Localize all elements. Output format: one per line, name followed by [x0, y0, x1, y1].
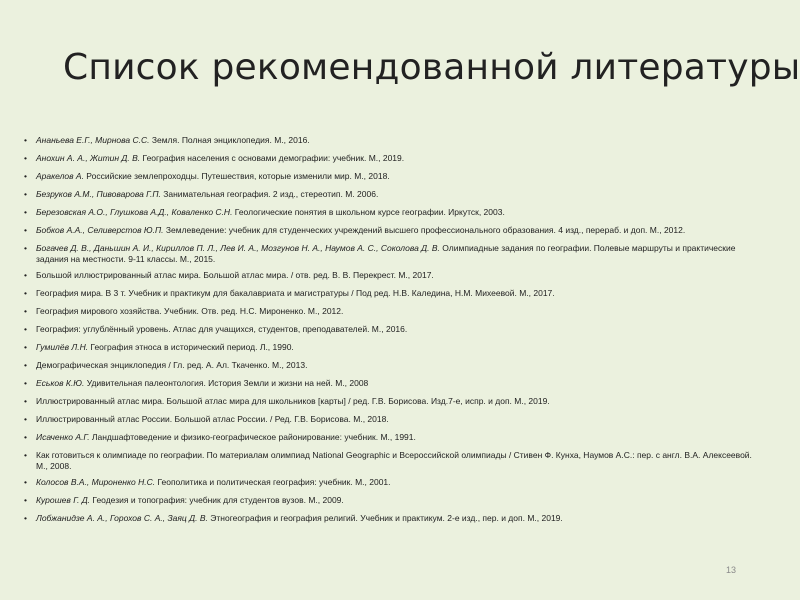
list-item [24, 432, 764, 443]
reference-author: Еськов К.Ю. [36, 378, 85, 388]
reference-author: Богачев Д. В., Даньшин А. И., Кириллов П. Л., Лев И. А., Мозгунов Н. А., Наумов А. С., Соколова Д. В. [36, 243, 440, 253]
list-item [24, 396, 764, 407]
reference-text: География этноса в исторический период. Л., 1990. [88, 342, 294, 352]
reference-text: Демографическая энциклопедия / Гл. ред. А. Ал. Ткаченко. М., 2013. [36, 360, 308, 370]
reference-author: Березовская А.О., Глушкова А.Д., Коваленко С.Н. [36, 207, 233, 217]
reference-text: География: углублённый уровень. Атлас для учащихся, студентов, преподавателей. М., 2016. [36, 324, 408, 334]
list-item [24, 207, 764, 218]
reference-text: Большой иллюстрированный атлас мира. Большой атлас мира. / отв. ред. В. В. Перекрест. М., 2017. [36, 270, 434, 280]
list-item [24, 342, 764, 353]
list-item [24, 450, 764, 471]
reference-author: Колосов В.А., Мироненко Н.С. [36, 477, 156, 487]
list-item [24, 495, 764, 506]
list-item [24, 153, 764, 164]
bullet-icon: • [24, 189, 27, 199]
list-item [24, 135, 764, 146]
bullet-icon: • [24, 432, 27, 442]
bullet-icon: • [24, 396, 27, 406]
reference-text: Этногеография и география религий. Учебник и практикум. 2-е изд., пер. и доп. М., 2019. [207, 513, 563, 523]
bullet-icon: • [24, 135, 27, 145]
list-item [24, 324, 764, 335]
reference-text: География населения с основами демографии: учебник. М., 2019. [140, 153, 405, 163]
list-item [24, 189, 764, 200]
bullet-icon: • [24, 288, 27, 298]
reference-list [24, 135, 764, 531]
reference-text: Землеведение: учебник для студенческих учреждений высшего профессионального образования. 4 изд., перераб. и доп. М., 2012. [163, 225, 686, 235]
reference-author: Исаченко А.Г. [36, 432, 90, 442]
reference-text: Геологические понятия в школьном курсе географии. Иркутск, 2003. [232, 207, 505, 217]
bullet-icon: • [24, 450, 27, 460]
reference-text: Геодезия и топография: учебник для студентов вузов. М., 2009. [90, 495, 344, 505]
list-item [24, 288, 764, 299]
bullet-icon: • [24, 306, 27, 316]
reference-author: Аракелов А. [36, 171, 84, 181]
reference-text: Иллюстрированный атлас мира. Большой атлас мира для школьников [карты] / ред. Г.В. Борисова. Изд.7-е, испр. и доп. М., 2019. [36, 396, 550, 406]
reference-text: Геополитика и политическая география: учебник. М., 2001. [155, 477, 391, 487]
list-item [24, 270, 764, 281]
reference-author: Гумилёв Л.Н. [36, 342, 89, 352]
list-item [24, 360, 764, 371]
bullet-icon: • [24, 477, 27, 487]
reference-text: Ландшафтоведение и физико-географическое районирование: учебник. М., 1991. [89, 432, 416, 442]
reference-author: Курошев Г. Д. [36, 495, 91, 505]
list-item [24, 171, 764, 182]
reference-text: География мира. В 3 т. Учебник и практикум для бакалавриата и магистратуры / Под ред. Н.В. Каледина, Н.М. Михеевой. М., 2017. [36, 288, 555, 298]
bullet-icon: • [24, 225, 27, 235]
reference-text: География мирового хозяйства. Учебник. Отв. ред. Н.С. Мироненко. М., 2012. [36, 306, 344, 316]
bullet-icon: • [24, 324, 27, 334]
list-item [24, 378, 764, 389]
list-item [24, 225, 764, 236]
slide-title: Список рекомендованной литературы [63, 47, 800, 88]
bullet-icon: • [24, 243, 27, 253]
bullet-icon: • [24, 207, 27, 217]
bullet-icon: • [24, 270, 27, 280]
list-item [24, 243, 764, 264]
bullet-icon: • [24, 342, 27, 352]
reference-author: Анохин А. А., Житин Д. В. [36, 153, 141, 163]
reference-author: Бобков А.А., Селиверстов Ю.П. [36, 225, 164, 235]
reference-text: Удивительная палеонтология. История Земли и жизни на ней. М., 2008 [84, 378, 369, 388]
reference-text: Российские землепроходцы. Путешествия, которые изменили мир. М., 2018. [83, 171, 390, 181]
reference-author: Безруков А.М., Пивоварова Г.П. [36, 189, 161, 199]
bullet-icon: • [24, 153, 27, 163]
list-item [24, 477, 764, 488]
reference-author: Ананьева Е.Г., Мирнова С.С. [36, 135, 150, 145]
reference-text: Как готовиться к олимпиаде по географии. По материалам олимпиад National Geographic и Всероссийской олимпиады / Стивен Ф. Кунха, Наумов А.С.: пер. с англ. В.А. Алексеевой. М., 2008. [36, 450, 752, 471]
bullet-icon: • [24, 495, 27, 505]
bullet-icon: • [24, 378, 27, 388]
reference-text: Олимпиадные задания по географии. Полевые маршруты и практические задания на местности. 9-11 классы. М., 2015. [36, 243, 736, 264]
list-item [24, 414, 764, 425]
list-item [24, 513, 764, 524]
bullet-icon: • [24, 360, 27, 370]
reference-text: Занимательная география. 2 изд., стереотип. М. 2006. [160, 189, 379, 199]
bullet-icon: • [24, 171, 27, 181]
reference-author: Лобжанидзе А. А., Горохов С. А., Заяц Д. В. [36, 513, 208, 523]
bullet-icon: • [24, 414, 27, 424]
bullet-icon: • [24, 513, 27, 523]
list-item [24, 306, 764, 317]
page-number: 13 [725, 565, 736, 575]
reference-text: Земля. Полная энциклопедия. М., 2016. [149, 135, 310, 145]
reference-text: Иллюстрированный атлас России. Большой атлас России. / Ред. Г.В. Борисова. М., 2018. [36, 414, 389, 424]
